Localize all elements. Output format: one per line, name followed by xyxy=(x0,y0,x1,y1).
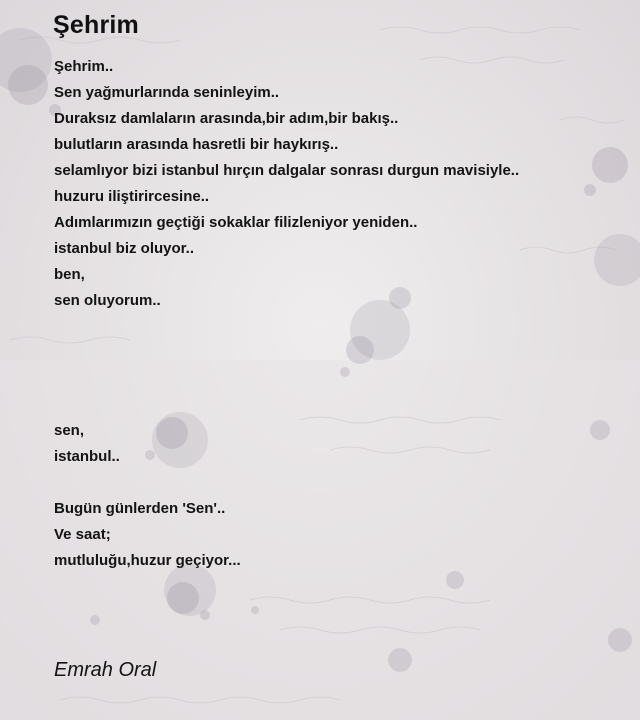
poem-body xyxy=(54,54,624,574)
poem-line-blank xyxy=(54,366,624,392)
poem-line-blank xyxy=(54,314,624,340)
poem-line: bulutların arasında hasretli bir haykırış.. xyxy=(54,136,339,153)
poem-line: Bugün günlerden 'Sen'.. xyxy=(54,500,226,517)
poem-line: istanbul.. xyxy=(54,448,120,465)
poem-line: sen oluyorum.. xyxy=(54,292,161,309)
poem-line: ben, xyxy=(54,266,85,283)
poem-line: Duraksız damlaların arasında,bir adım,bir bakış.. xyxy=(54,110,399,127)
poem-line: Adımlarımızın geçtiği sokaklar filizleniyor yeniden.. xyxy=(54,214,418,231)
poem-line: Sen yağmurlarında seninleyim.. xyxy=(54,84,280,101)
poem-line-blank xyxy=(54,340,624,366)
poem-author: Emrah Oral xyxy=(54,659,157,681)
poem-line: mutluluğu,huzur geçiyor... xyxy=(54,552,241,569)
poem-line: huzuru iliştirircesine.. xyxy=(54,188,210,205)
poem-line: Şehrim.. xyxy=(54,58,114,75)
poem-line: Ve saat; xyxy=(54,526,111,543)
poem-line: sen, xyxy=(54,422,85,439)
poem-line-blank xyxy=(54,470,624,496)
poem-line: selamlıyor bizi istanbul hırçın dalgalar sonrası durgun mavisiyle.. xyxy=(54,162,520,179)
poem-line: istanbul biz oluyor.. xyxy=(54,240,195,257)
poem-title: Şehrim xyxy=(53,11,139,39)
poem-line-blank xyxy=(54,392,624,418)
